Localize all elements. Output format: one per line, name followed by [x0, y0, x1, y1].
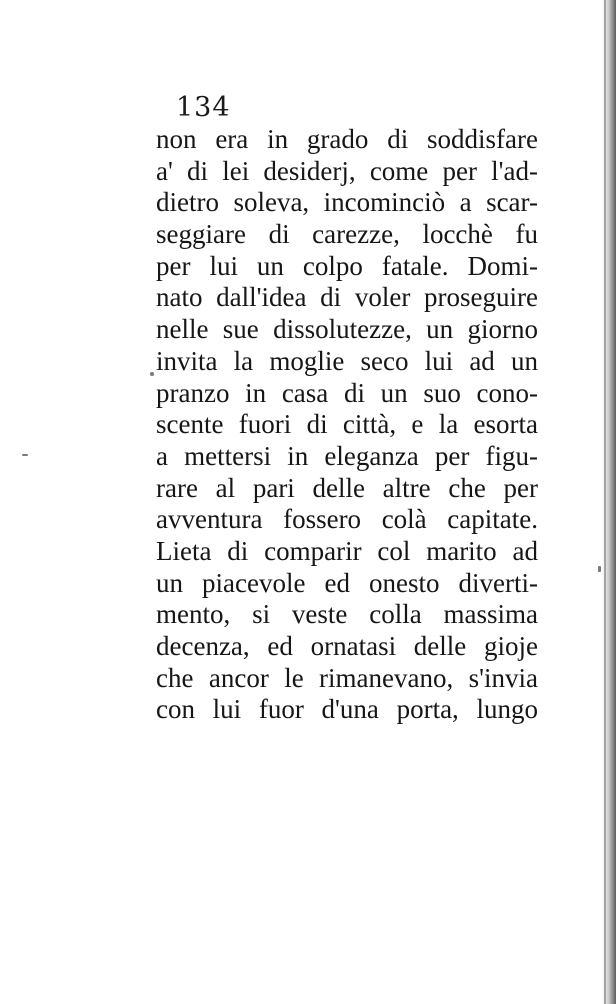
text-line: un piacevole ed onesto diverti- — [156, 567, 538, 598]
page-number: 134 — [176, 92, 231, 123]
text-line: rare al pari delle altre che per — [156, 472, 538, 503]
text-line: per lui un colpo fatale. Domi- — [156, 250, 538, 281]
text-line: non era in grado di soddisfare — [156, 124, 538, 154]
text-line: pranzo in casa di un suo cono- — [156, 377, 538, 408]
page-edge-line — [604, 0, 606, 1004]
text-line: avventura fossero colà capitate. — [156, 504, 538, 535]
text-line: scente fuori di città, e la esorta — [156, 409, 538, 440]
paper-speck — [22, 454, 28, 456]
text-line: decenza, ed ornatasi delle gioje — [156, 631, 538, 661]
text-line: dietro soleva, incominciò a scar- — [156, 187, 538, 218]
text-line: seggiare di carezze, locchè fu — [156, 219, 538, 250]
text-line: nelle sue dissolutezze, un giorno — [156, 314, 538, 345]
paper-speck — [150, 372, 154, 376]
text-line: a mettersi in eleganza per figu- — [156, 440, 538, 471]
text-line: invita la moglie seco lui ad un — [156, 345, 538, 376]
paper-speck — [598, 566, 601, 572]
text-line: con lui fuor d'una porta, lungo — [156, 694, 538, 725]
text-line: che ancor le rimanevano, s'invia — [156, 662, 538, 693]
text-line: mento, si veste colla massima — [156, 599, 538, 630]
text-line: Lieta di comparir col marito ad — [156, 535, 538, 566]
body-text — [156, 124, 538, 726]
text-line: a' di lei desiderj, come per l'ad- — [156, 155, 538, 186]
text-line: nato dall'idea di voler proseguire — [156, 282, 538, 313]
